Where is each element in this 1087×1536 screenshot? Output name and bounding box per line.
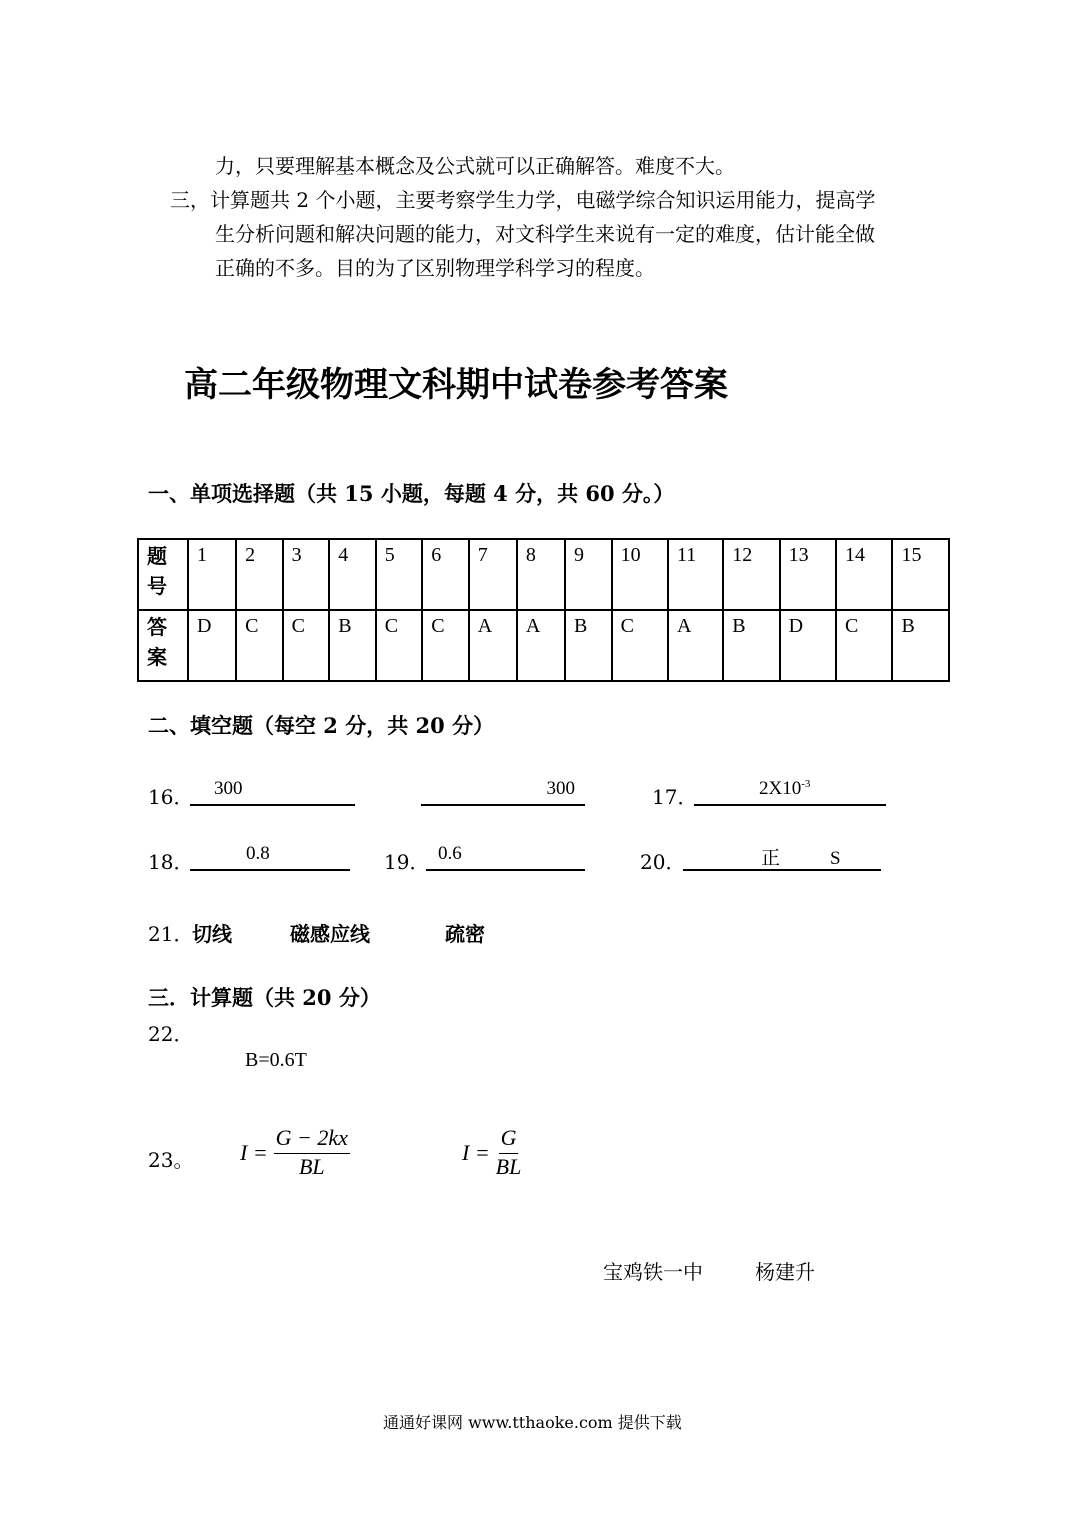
question-number-cell: 13: [780, 539, 836, 610]
answer-blank: [683, 843, 881, 871]
answer-value: 磁感应线: [290, 922, 370, 946]
question-number-cell: 7: [469, 539, 517, 610]
answer-cell: A: [668, 610, 723, 681]
answer-blank: [190, 778, 355, 806]
question-number-cell: 15: [892, 539, 949, 610]
question-number: 17．: [652, 785, 698, 809]
question-number: 21．: [148, 922, 194, 946]
question-number: 18．: [148, 850, 194, 874]
answer-value: S: [830, 848, 841, 869]
question-number-cell: 4: [329, 539, 376, 610]
question-number-cell: 6: [422, 539, 469, 610]
question-number-cell: 5: [376, 539, 423, 610]
section3-heading: 三．计算题（共 20 分）: [148, 985, 381, 1010]
section2-heading: 二、填空题（每空 2 分，共 20 分）: [148, 713, 495, 738]
answer-blank: [421, 778, 585, 806]
denominator: BL: [298, 1154, 325, 1179]
question-number-cell: 12: [723, 539, 779, 610]
answer-value: B=0.6T: [245, 1049, 307, 1071]
numerator: G − 2kx: [274, 1125, 350, 1154]
answer-cell: C: [422, 610, 469, 681]
fraction: [274, 1125, 350, 1180]
answer-cell: C: [236, 610, 283, 681]
answer-value: 切线: [192, 922, 232, 946]
answer-value: 0.8: [246, 843, 270, 864]
answer-cell: C: [376, 610, 423, 681]
answer-cell: A: [469, 610, 517, 681]
answer-cell: B: [329, 610, 376, 681]
answer-value: 正: [761, 848, 781, 869]
answer-blank: [426, 843, 585, 871]
answer-cell: B: [892, 610, 949, 681]
question-number-cell: 9: [565, 539, 612, 610]
row-header: 题号: [138, 539, 188, 610]
intro-line: 三，计算题共 2 个小题，主要考察学生力学，电磁学综合知识运用能力，提高学: [170, 188, 876, 212]
question-number-cell: 2: [236, 539, 283, 610]
footer: 通通好课网 www.tthaoke.com 提供下载: [383, 1413, 682, 1432]
question-number: 22．: [148, 1022, 194, 1046]
question-number: 23。: [148, 1148, 194, 1172]
question-number-cell: 8: [517, 539, 565, 610]
answer-cell: B: [723, 610, 779, 681]
formula-lhs: I =: [240, 1139, 268, 1165]
answer-exponent: -3: [801, 778, 811, 790]
question-number-cell: 14: [836, 539, 892, 610]
answer-value: 300: [546, 778, 575, 799]
page-title: 高二年级物理文科期中试卷参考答案: [184, 365, 728, 405]
answer-cell: C: [283, 610, 330, 681]
question-number: 20．: [640, 850, 686, 874]
answer-value: 2X10: [759, 778, 802, 800]
row-header: 答案: [138, 610, 188, 681]
answer-cell: D: [780, 610, 836, 681]
answer-cell: C: [836, 610, 892, 681]
intro-line: 生分析问题和解决问题的能力，对文科学生来说有一定的难度，估计能全做: [215, 222, 875, 246]
question-number-cell: 10: [612, 539, 668, 610]
fraction: [496, 1125, 522, 1180]
answer-cell: B: [565, 610, 612, 681]
answer-blank: [190, 843, 350, 871]
answer-cell: A: [517, 610, 565, 681]
question-number-cell: 1: [188, 539, 236, 610]
answer-value: 0.6: [438, 843, 462, 864]
question-number-cell: 3: [283, 539, 330, 610]
question-number: 19．: [384, 850, 430, 874]
answer-cell: C: [612, 610, 668, 681]
signature-school: 宝鸡铁一中: [603, 1260, 703, 1284]
answer-value: 300: [214, 778, 243, 799]
intro-line: 正确的不多。目的为了区别物理学科学习的程度。: [215, 256, 655, 280]
formula-1: [240, 1125, 350, 1180]
formula-2: [462, 1125, 521, 1180]
answer-value: 疏密: [445, 922, 485, 946]
question-number: 16．: [148, 785, 194, 809]
answer-cell: D: [188, 610, 236, 681]
formula-lhs: I =: [462, 1139, 490, 1165]
numerator: G: [499, 1125, 519, 1154]
answer-blank: [694, 778, 886, 806]
section1-heading: 一、单项选择题（共 15 小题，每题 4 分，共 60 分。）: [148, 481, 675, 506]
answer-table: [137, 538, 950, 682]
question-number-cell: 11: [668, 539, 723, 610]
denominator: BL: [495, 1154, 522, 1179]
intro-line: 力，只要理解基本概念及公式就可以正确解答。难度不大。: [215, 154, 735, 178]
signature-author: 杨建升: [755, 1260, 815, 1284]
